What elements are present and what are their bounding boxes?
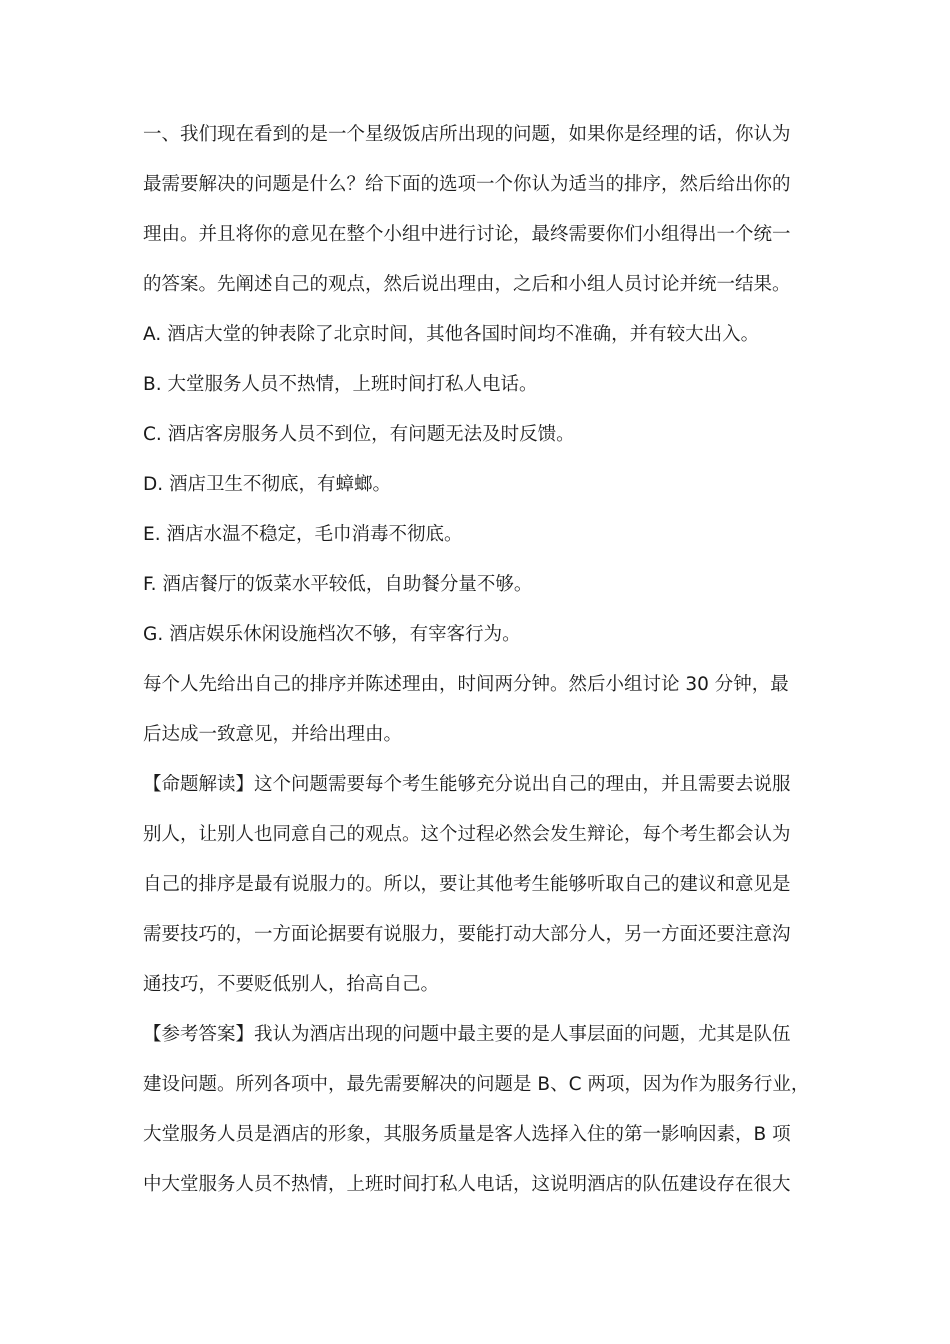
text-line: 理由。并且将你的意见在整个小组中进行讨论，最终需要你们小组得出一个统一 (143, 224, 791, 245)
text-line: 一、我们现在看到的是一个星级饭店所出现的问题，如果你是经理的话，你认为 (143, 124, 791, 145)
option-g: G. 酒店娱乐休闲设施档次不够，有宰客行为。 (143, 624, 521, 645)
option-f: F. 酒店餐厅的饭菜水平较低，自助餐分量不够。 (143, 574, 533, 595)
option-e: E. 酒店水温不稳定，毛巾消毒不彻底。 (143, 524, 463, 545)
text-line: 自己的排序是最有说服力的。所以，要让其他考生能够听取自己的建议和意见是 (143, 874, 791, 895)
text-line: 别人，让别人也同意自己的观点。这个过程必然会发生辩论，每个考生都会认为 (143, 824, 791, 845)
text-line: 的答案。先阐述自己的观点，然后说出理由，之后和小组人员讨论并统一结果。 (143, 274, 791, 295)
text-line: 最需要解决的问题是什么？给下面的选项一个你认为适当的排序，然后给出你的 (143, 174, 791, 195)
answer-line: 【参考答案】我认为酒店出现的问题中最主要的是人事层面的问题，尤其是队伍 (143, 1024, 791, 1045)
interpretation-line: 【命题解读】这个问题需要每个考生能够充分说出自己的理由，并且需要去说服 (143, 774, 791, 795)
option-a: A. 酒店大堂的钟表除了北京时间，其他各国时间均不准确，并有较大出入。 (143, 324, 760, 345)
option-c: C. 酒店客房服务人员不到位，有问题无法及时反馈。 (143, 424, 575, 445)
text-line: 通技巧，不要贬低别人，抬高自己。 (143, 974, 440, 995)
text-line: 大堂服务人员是酒店的形象，其服务质量是客人选择入住的第一影响因素，B 项 (143, 1124, 791, 1145)
text-line: 建设问题。所列各项中，最先需要解决的问题是 B、C 两项，因为作为服务行业， (143, 1074, 810, 1095)
document-body (143, 110, 813, 1210)
text-line: 需要技巧的，一方面论据要有说服力，要能打动大部分人，另一方面还要注意沟 (143, 924, 791, 945)
text-line: 中大堂服务人员不热情，上班时间打私人电话，这说明酒店的队伍建设存在很大 (143, 1174, 791, 1195)
text-line: 每个人先给出自己的排序并陈述理由，时间两分钟。然后小组讨论 30 分钟，最 (143, 674, 789, 695)
text-line: 后达成一致意见，并给出理由。 (143, 724, 403, 745)
option-b: B. 大堂服务人员不热情，上班时间打私人电话。 (143, 374, 538, 395)
option-d: D. 酒店卫生不彻底，有蟑螂。 (143, 474, 392, 495)
